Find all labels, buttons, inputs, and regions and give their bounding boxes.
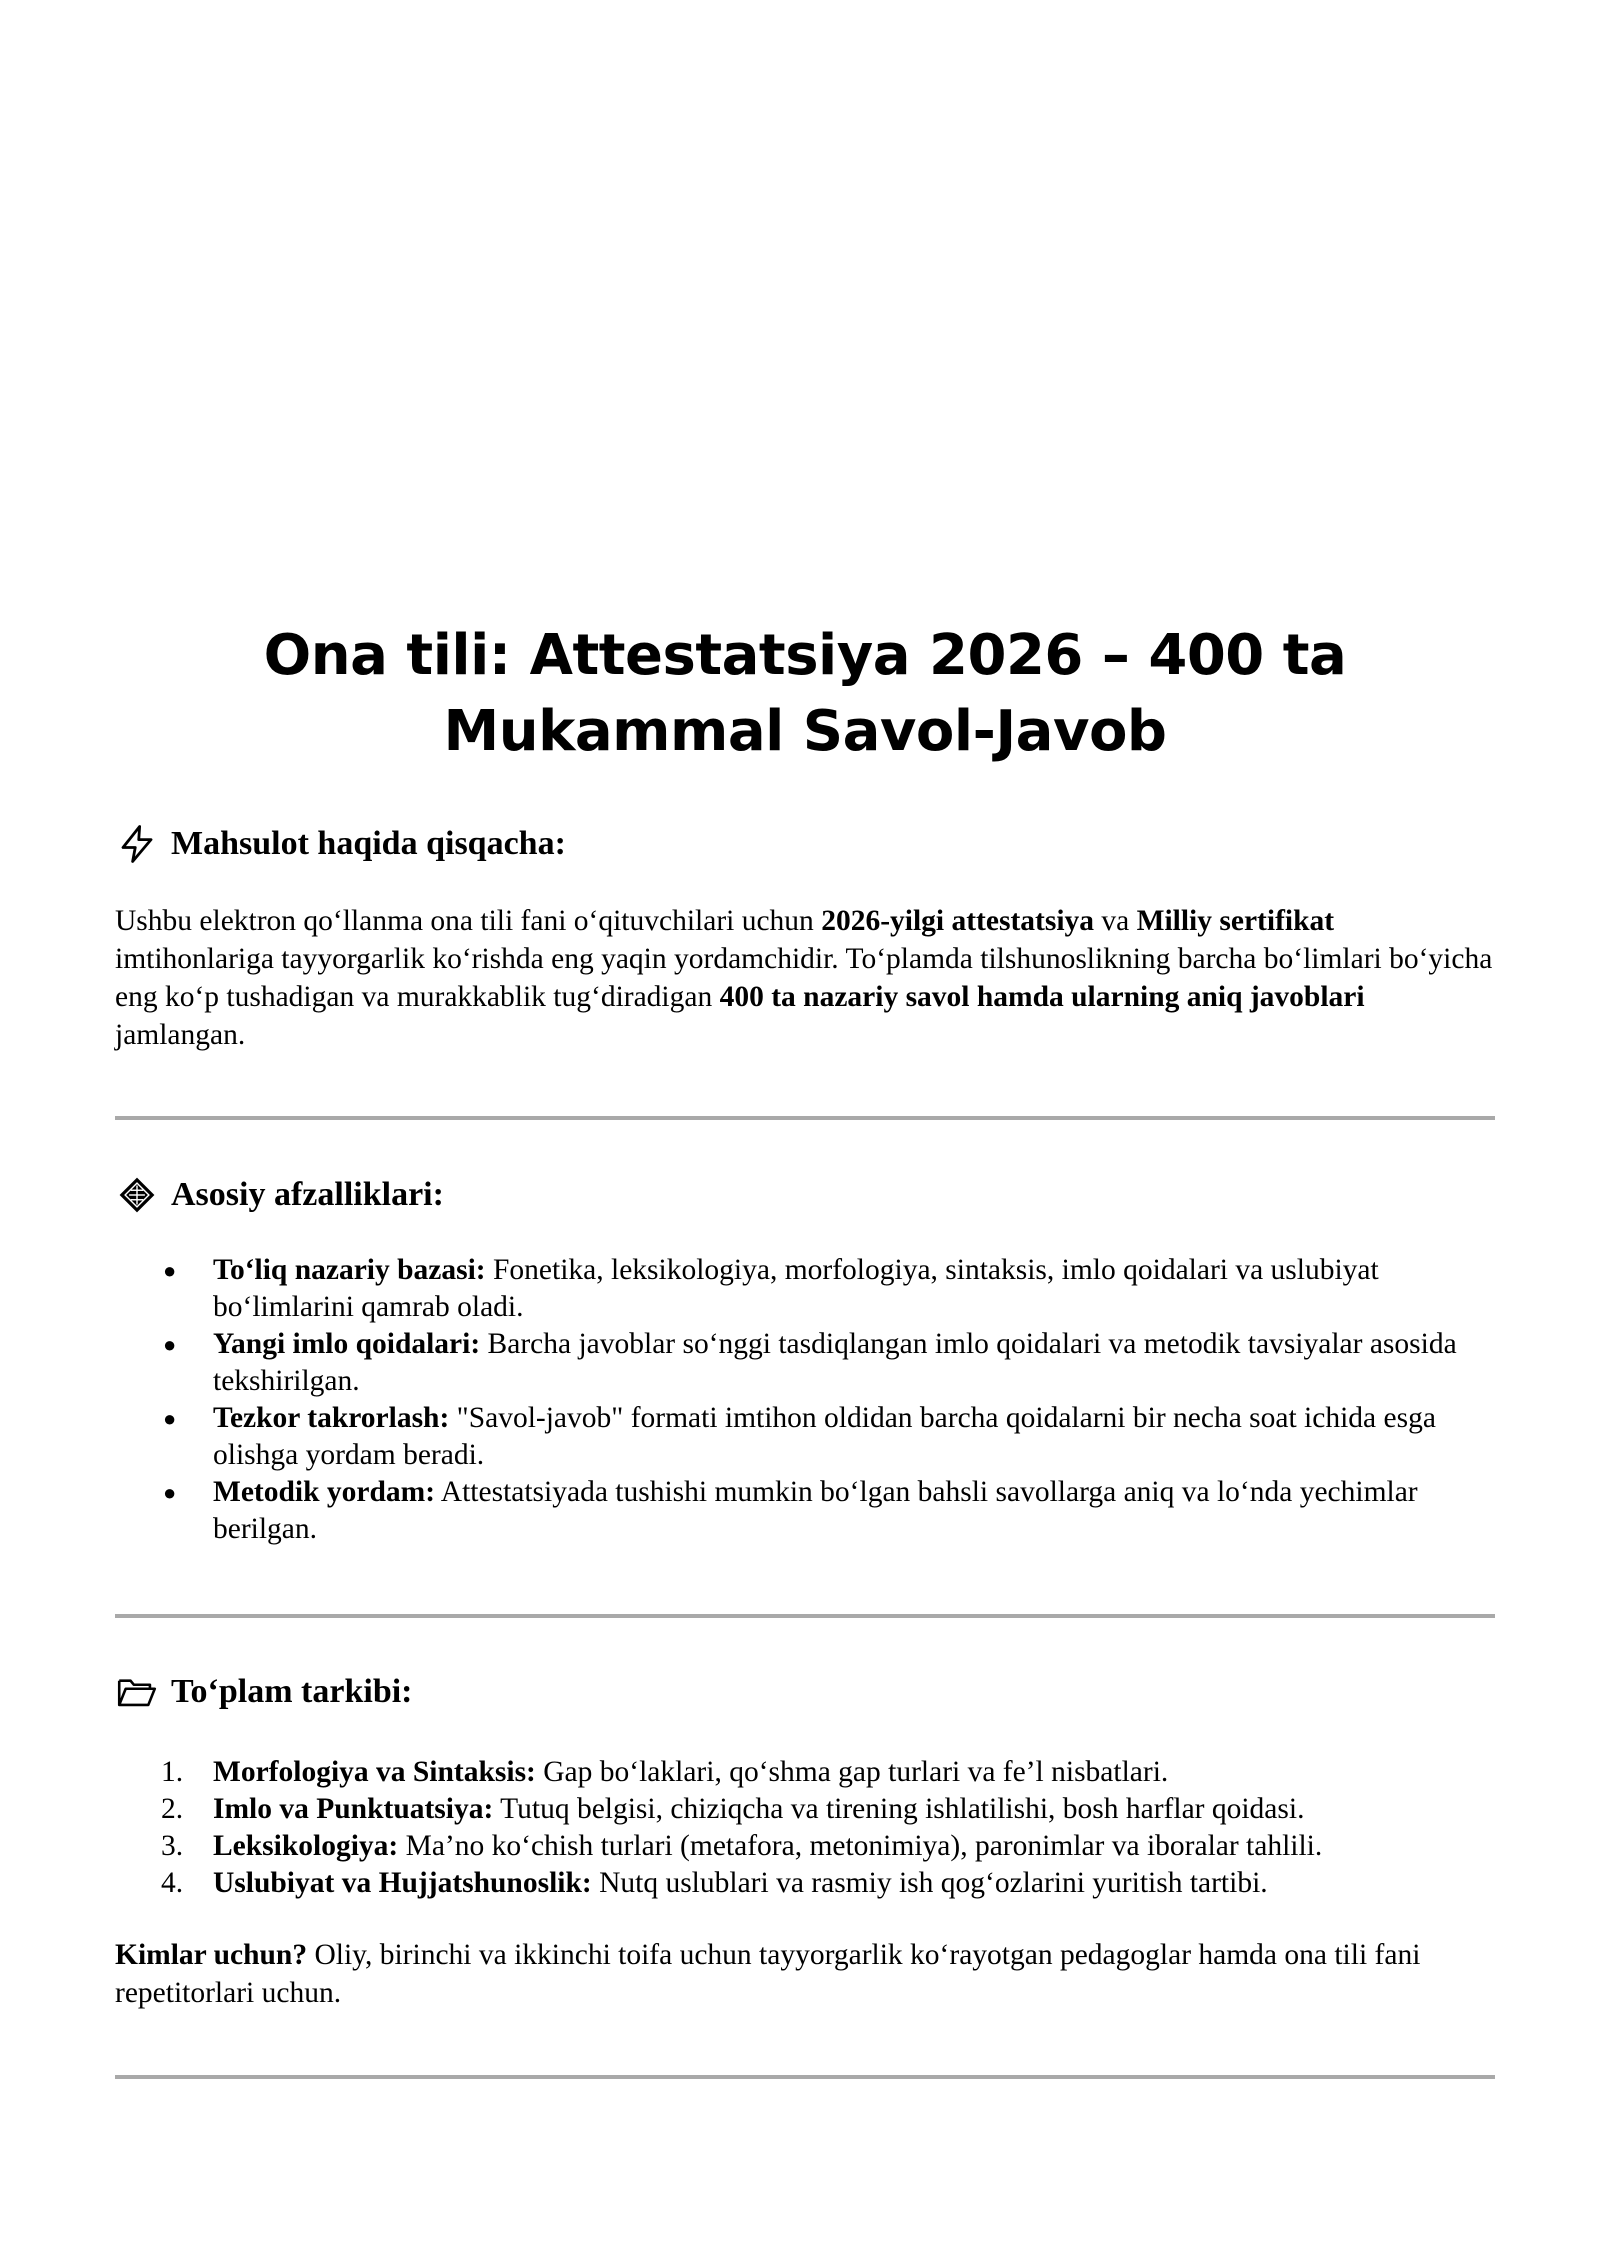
bullet-icon: ● — [163, 1480, 177, 1505]
advantages-heading-label: Asosiy afzalliklari: — [171, 1176, 444, 1213]
list-item — [115, 1828, 1495, 1865]
divider — [115, 1116, 1495, 1120]
list-item — [115, 1252, 1495, 1326]
advantages-heading — [115, 1173, 444, 1217]
list-item — [115, 1791, 1495, 1828]
item-text: "Savol-javob" formati imtihon oldidan barcha qoidalarni bir necha soat ichida esga olishga yordam beradi. — [213, 1402, 1436, 1471]
about-bold-1: 2026-yilgi attestatsiya — [821, 905, 1095, 937]
audience-label: Kimlar uchun? — [115, 1939, 308, 1971]
about-bold-2: Milliy sertifikat — [1136, 905, 1335, 937]
audience-paragraph — [115, 1936, 1495, 2012]
bullet-icon: ● — [163, 1406, 177, 1431]
list-item — [115, 1400, 1495, 1474]
about-paragraph — [115, 902, 1495, 1054]
diamond-icon — [115, 1173, 159, 1217]
about-text-3: imtihonlariga tayyorgarlik ko‘rishda eng yaqin yordamchidir. To‘plamda tilshunoslikning barcha bo‘limlari bo‘yicha eng ko‘p tushadigan va murakkablik tug‘diradigan — [115, 943, 1493, 1013]
contents-list — [115, 1754, 1495, 1902]
audience-text: Oliy, birinchi va ikkinchi toifa uchun tayyorgarlik ko‘rayotgan pedagoglar hamda ona tili fani repetitorlari uchun. — [115, 1939, 1421, 2009]
item-number: 1. — [161, 1756, 184, 1788]
item-text: Ma’no ko‘chish turlari (metafora, metonimiya), paronimlar va iboralar tahlili. — [398, 1830, 1323, 1862]
item-number: 2. — [161, 1793, 184, 1825]
bullet-icon: ● — [163, 1258, 177, 1283]
bullet-icon: ● — [163, 1332, 177, 1357]
item-title: To‘liq nazariy bazasi: — [213, 1254, 486, 1286]
about-bold-3: 400 ta nazariy savol hamda ularning aniq javoblari — [719, 981, 1365, 1013]
item-title: Yangi imlo qoidalari: — [213, 1328, 481, 1360]
item-title: Imlo va Punktuatsiya: — [213, 1793, 494, 1825]
item-text: Tutuq belgisi, chiziqcha va tirening ishlatilishi, bosh harflar qoidasi. — [493, 1793, 1305, 1825]
lightning-icon — [115, 822, 159, 866]
item-text: Gap bo‘laklari, qo‘shma gap turlari va fe’l nisbatlari. — [535, 1756, 1169, 1788]
contents-heading — [115, 1670, 413, 1714]
document-title: Ona tili: Attestatsiya 2026 – 400 ta Mukammal Savol-Javob — [263, 623, 1347, 764]
item-title: Morfologiya va Sintaksis: — [213, 1756, 536, 1788]
divider — [115, 2075, 1495, 2079]
item-text: Fonetika, leksikologiya, morfologiya, sintaksis, imlo qoidalari va uslubiyat bo‘limlarini qamrab oladi. — [213, 1254, 1379, 1323]
item-text: Attestatsiyada tushishi mumkin bo‘lgan bahsli savollarga aniq va lo‘nda yechimlar berilgan. — [213, 1476, 1418, 1545]
list-item — [115, 1474, 1495, 1548]
about-heading — [115, 822, 566, 866]
item-title: Metodik yordam: — [213, 1476, 436, 1508]
list-item — [115, 1326, 1495, 1400]
item-text: Nutq uslublari va rasmiy ish qog‘ozlarini yuritish tartibi. — [591, 1867, 1268, 1899]
about-text-2: va — [1094, 905, 1137, 937]
advantages-list — [115, 1252, 1495, 1548]
about-text-1: Ushbu elektron qo‘llanma ona tili fani o‘qituvchilari uchun — [115, 905, 822, 937]
item-title: Tezkor takrorlash: — [213, 1402, 450, 1434]
about-heading-label: Mahsulot haqida qisqacha: — [171, 825, 566, 862]
list-item — [115, 1754, 1495, 1791]
item-number: 3. — [161, 1830, 184, 1862]
item-title: Leksikologiya: — [213, 1830, 399, 1862]
item-title: Uslubiyat va Hujjatshunoslik: — [213, 1867, 592, 1899]
item-number: 4. — [161, 1867, 184, 1899]
item-text: Barcha javoblar so‘nggi tasdiqlangan imlo qoidalari va metodik tavsiyalar asosida tekshirilgan. — [213, 1328, 1457, 1397]
divider — [115, 1614, 1495, 1618]
contents-heading-label: To‘plam tarkibi: — [171, 1673, 413, 1710]
folder-icon — [115, 1670, 159, 1714]
about-text-4: jamlangan. — [115, 1019, 246, 1051]
list-item — [115, 1865, 1495, 1902]
